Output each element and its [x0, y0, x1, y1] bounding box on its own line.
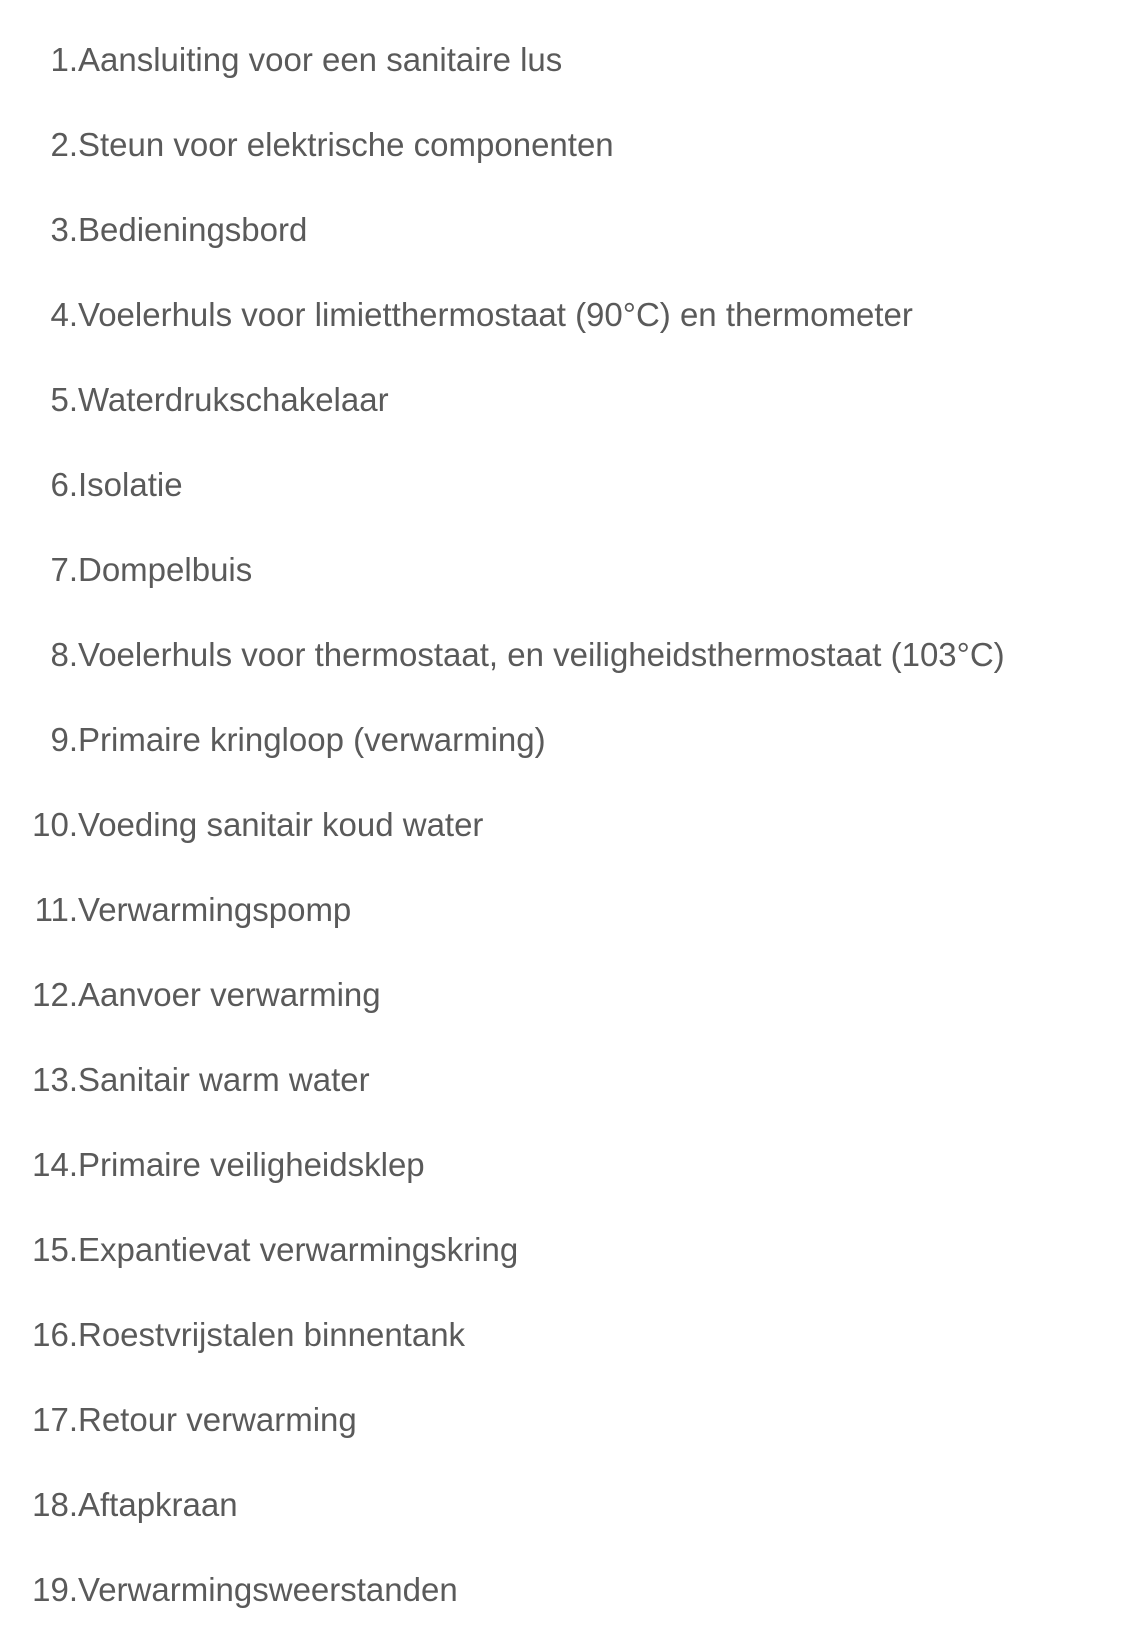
list-item — [0, 629, 1122, 714]
item-number: 15. — [32, 1231, 78, 1268]
list-item — [0, 1309, 1122, 1394]
item-label: Retour verwarming — [78, 1401, 357, 1438]
item-label: Voeding sanitair koud water — [78, 806, 484, 843]
item-label: Verwarmingspomp — [78, 891, 352, 928]
list-item — [0, 969, 1122, 1054]
item-label: Roestvrijstalen binnentank — [78, 1316, 466, 1353]
item-number: 2. — [50, 126, 78, 163]
item-number: 8. — [50, 636, 78, 673]
item-label: Primaire kringloop (verwarming) — [78, 721, 546, 758]
list-item — [0, 119, 1122, 204]
parts-list — [0, 34, 1122, 1649]
item-label: Expantievat verwarmingskring — [78, 1231, 519, 1268]
item-number: 5. — [50, 381, 78, 418]
item-number: 9. — [50, 721, 78, 758]
list-item — [0, 544, 1122, 629]
item-number: 11. — [34, 891, 78, 928]
item-label: Sanitair warm water — [78, 1061, 370, 1098]
item-number: 18. — [32, 1486, 78, 1523]
list-item — [0, 1394, 1122, 1479]
item-label: Primaire veiligheidsklep — [78, 1146, 425, 1183]
item-label: Steun voor elektrische componenten — [78, 126, 614, 163]
item-number: 12. — [32, 976, 78, 1013]
item-number: 4. — [50, 296, 78, 333]
item-number: 13. — [32, 1061, 78, 1098]
item-label: Isolatie — [78, 466, 183, 503]
item-label: Aansluiting voor een sanitaire lus — [78, 41, 563, 78]
item-label: Bedieningsbord — [78, 211, 308, 248]
list-item — [0, 289, 1122, 374]
list-item — [0, 1139, 1122, 1224]
item-number: 1. — [50, 41, 78, 78]
list-item — [0, 374, 1122, 459]
item-number: 17. — [32, 1401, 78, 1438]
item-number: 3. — [50, 211, 78, 248]
item-label: Dompelbuis — [78, 551, 253, 588]
item-number: 10. — [32, 806, 78, 843]
item-number: 7. — [50, 551, 78, 588]
list-item — [0, 1224, 1122, 1309]
item-number: 14. — [32, 1146, 78, 1183]
item-number: 19. — [32, 1571, 78, 1608]
item-label: Aftapkraan — [78, 1486, 238, 1523]
list-item — [0, 799, 1122, 884]
item-label: Voelerhuls voor thermostaat, en veiligheidsthermostaat (103°C) — [78, 636, 1005, 673]
list-item — [0, 714, 1122, 799]
list-item — [0, 1479, 1122, 1564]
item-number: 6. — [50, 466, 78, 503]
item-label: Voelerhuls voor limietthermostaat (90°C) en thermometer — [78, 296, 913, 333]
item-label: Verwarmingsweerstanden — [78, 1571, 458, 1608]
list-item — [0, 1054, 1122, 1139]
list-item — [0, 204, 1122, 289]
item-label: Aanvoer verwarming — [78, 976, 381, 1013]
list-item — [0, 459, 1122, 544]
item-label: Waterdrukschakelaar — [78, 381, 389, 418]
list-item — [0, 884, 1122, 969]
list-item — [0, 1564, 1122, 1649]
list-item — [0, 34, 1122, 119]
item-number: 16. — [32, 1316, 78, 1353]
